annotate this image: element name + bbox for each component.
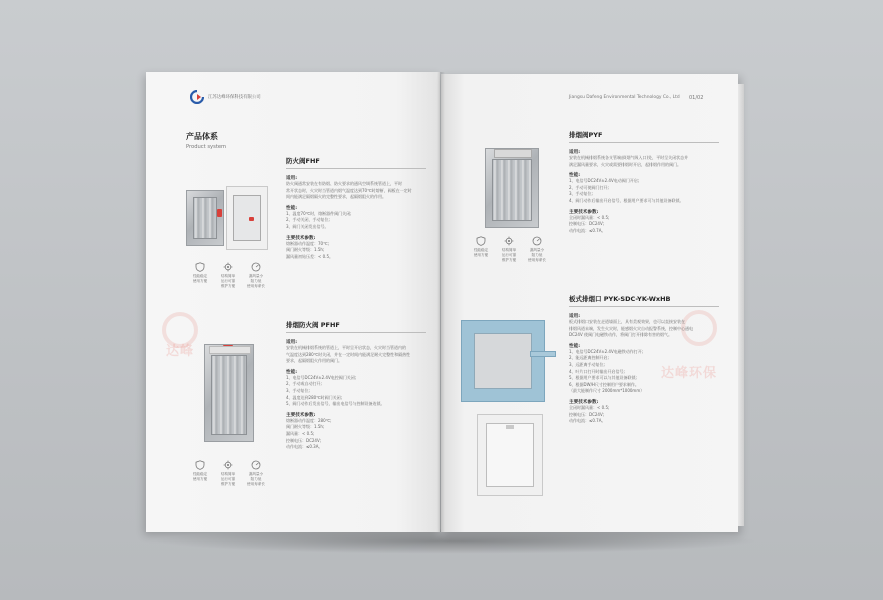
params-heading: 主要技术参数: [569, 209, 599, 215]
perf-item: （最大能制作尺寸 2000mm*1000mm） [569, 388, 645, 394]
pyk-product-image-frame [461, 320, 545, 402]
usage-line: 常开状态时，火灾时当管道内烟气温度达到70℃时熔断，阀板在一定时 [286, 187, 412, 193]
perf-item: 2、能远距离控制开启; [569, 355, 609, 361]
feature-text: 性能稳定 [192, 472, 208, 476]
usage-line: 安装在机械排烟系统各支管端部(烟气吸入口)处，平时呈关闭状态并 [569, 155, 689, 160]
usage-heading: 适用: [569, 150, 581, 155]
shield-icon [476, 236, 486, 246]
gauge-icon [532, 236, 542, 246]
feature-text: 阻力低 [531, 252, 543, 257]
feature-text: 使用寿命长 [247, 481, 265, 486]
divider [286, 168, 426, 169]
shield-icon [195, 460, 205, 470]
param-item: 熔断器动作温度：70℃; [286, 240, 329, 246]
shield-icon [195, 262, 205, 272]
perf-item: 2、手动关闭，手动复位; [286, 217, 330, 223]
perf-item: 1、电信号DC24V±2.4V电控阀门关闭; [286, 374, 357, 380]
perf-item: 3、远距离手动复位; [569, 361, 605, 367]
fhf-product-image [186, 190, 224, 246]
param-item: 熔断器动作温度：280℃; [286, 417, 332, 423]
feature-text: 使用方便 [473, 252, 489, 257]
feature-text: 维护方便 [501, 257, 517, 262]
usage-line: DC24V 使阀门电磁铁动作，将阀门打开排除有害的烟气。 [569, 332, 672, 338]
feature-text: 维护方便 [220, 283, 236, 288]
param-item: 动作电流：≤0.7A。 [569, 418, 606, 424]
param-item: 动作电流：≤0.3A。 [286, 444, 323, 450]
watermark-text: 达峰环保 [661, 366, 718, 381]
product-name: 防火阀FHF [286, 157, 320, 165]
page-number: 01/02 [689, 95, 704, 101]
gear-icon [504, 236, 514, 246]
divider [569, 142, 719, 143]
usage-line: 满足漏风量要求，火灾或需要排烟时开启，起排烟作用的阀门。 [569, 161, 681, 167]
usage-heading: 适用: [569, 314, 581, 319]
fhf-features [186, 262, 271, 292]
perf-item: 3、手动复位; [286, 387, 310, 393]
params-heading: 主要技术参数: [286, 235, 316, 241]
feature-text: 运行可靠 [220, 476, 236, 481]
right-page [441, 74, 738, 532]
feature-text: 使用寿命长 [528, 257, 546, 262]
pyk-description [569, 294, 719, 425]
feature-text: 阻力低 [250, 476, 262, 481]
feature-text: 使用方便 [192, 476, 208, 481]
feature-text: 结构简单 [220, 274, 236, 278]
perf-heading: 性能: [286, 205, 298, 211]
perf-item: 4、阀门动作后输出开启信号，根据用户要求可与其他设备联锁。 [569, 197, 684, 203]
divider [569, 306, 719, 307]
divider [286, 332, 426, 333]
product-name: 排烟阀PYF [569, 131, 603, 139]
page-edge [738, 84, 744, 526]
feature-text: 运行可靠 [501, 252, 517, 257]
param-item: 控制电压：DC24V; [286, 437, 322, 443]
product-name: 板式排烟口 PYK-SDC-YK-WxHB [569, 295, 671, 303]
company-logo-icon [190, 90, 204, 104]
feature-text: 性能稳定 [473, 248, 489, 252]
param-item: 全闭时漏风量：< 0.5; [569, 214, 610, 220]
feature-text: 使用寿命长 [247, 283, 265, 288]
section-subtitle: Product system [186, 144, 227, 150]
perf-item: 4、温度达到280℃时阀门关闭; [286, 394, 343, 400]
gauge-icon [251, 262, 261, 272]
section-title: 产品体系 [186, 132, 218, 141]
pfhf-product-image [204, 344, 254, 442]
feature-text: 结构简单 [220, 472, 236, 476]
perf-item: 5、阀门动作后发出信号，输出电信号与控制设备连锁。 [286, 401, 385, 407]
param-item: 阀门耐火等级：1.5h; [286, 424, 325, 430]
company-name: 江苏达峰环保科技有限公司 [208, 95, 261, 100]
pyk-product-image-panel [477, 414, 543, 496]
perf-item: 5、根据用户要求可以与其他设备联锁; [569, 375, 637, 381]
param-item: 控制电压：DC24V; [569, 221, 605, 227]
feature-text: 漏风量小 [529, 248, 545, 252]
pyf-features [467, 236, 552, 266]
params-heading: 主要技术参数: [286, 412, 316, 418]
pfhf-description [286, 320, 426, 451]
watermark-text: 达峰 [166, 344, 195, 359]
feature-text: 结构简单 [501, 248, 517, 252]
perf-item: 1、温度70℃时，熔断器件阀门关闭; [286, 210, 352, 216]
usage-line: 板式排烟口安装在走道墙面上，具有美观效果，也可以直接安装在 [569, 319, 685, 324]
company-name-en: Jiangsu Dafeng Environmental Technology Co., Ltd [569, 95, 680, 100]
feature-text: 使用方便 [192, 278, 208, 283]
perf-item: 6、根据DW/H尺寸控制用户要求制作。 [569, 381, 639, 387]
gear-icon [223, 460, 233, 470]
pfhf-features [186, 460, 271, 490]
param-item: 漏风量：< 0.5; [286, 430, 315, 436]
param-item: 漏风量初始压差：< 0.5。 [286, 253, 333, 259]
perf-item: 1、电信号DC24V±2.4V电动阀门开启; [569, 178, 640, 184]
param-item: 全闭时漏风量：< 0.5; [569, 404, 610, 410]
product-name: 排烟防火阀 PFHF [286, 321, 340, 329]
usage-heading: 适用: [286, 176, 298, 181]
usage-line: 间内能满足隔烟隔火的完整性要求，起隔烟阻火的作用。 [286, 194, 386, 200]
perf-item: 3、手动复位; [569, 191, 593, 197]
perf-item: 3、阀门关闭发出信号。 [286, 223, 329, 229]
perf-heading: 性能: [286, 369, 298, 375]
param-item: 控制电压：DC24V; [569, 411, 605, 417]
usage-line: 要求，起隔烟阻火作用的阀门。 [286, 358, 342, 364]
feature-text: 维护方便 [220, 481, 236, 486]
param-item: 阀门耐火等级：1.5h; [286, 247, 325, 253]
feature-text: 阻力低 [250, 278, 262, 283]
feature-text: 性能稳定 [192, 274, 208, 278]
usage-line: 防火阀通常安装在有防烟、防火要求的通风空调系统管道上，平时 [286, 181, 402, 186]
usage-line: 气温度达到280℃时关闭，并在一定时间内能满足耐火完整性和隔热性 [286, 351, 411, 357]
fhf-product-image-open [226, 186, 268, 250]
usage-line: 安装在机械排烟系统的管道上，平时呈开启状态，火灾时当管道内的 [286, 345, 406, 350]
book-gutter [437, 72, 445, 532]
feature-text: 漏风量小 [248, 274, 264, 278]
left-page [146, 72, 440, 532]
fhf-description [286, 156, 426, 260]
pyf-product-image [485, 148, 539, 228]
feature-text: 漏风量小 [248, 472, 264, 476]
perf-heading: 性能: [569, 343, 581, 349]
gauge-icon [251, 460, 261, 470]
perf-item: 4、叶片口打开时输出开启信号; [569, 368, 625, 374]
gear-icon [223, 262, 233, 272]
perf-item: 1、电信号DC24V±2.4V电磁铁动作打开; [569, 348, 644, 354]
usage-line: 排烟风道末端，发生火灾时，能感烟火灾自动报警系统，控制中心通电 [569, 325, 693, 331]
param-item: 动作电流：≤0.7A。 [569, 227, 606, 233]
perf-heading: 性能: [569, 173, 581, 179]
params-heading: 主要技术参数: [569, 399, 599, 405]
perf-item: 2、手动可使阀门打开; [569, 184, 609, 190]
perf-item: 2、手动或自动打开; [286, 381, 322, 387]
usage-heading: 适用: [286, 340, 298, 345]
feature-text: 运行可靠 [220, 278, 236, 283]
pyf-description [569, 130, 719, 234]
